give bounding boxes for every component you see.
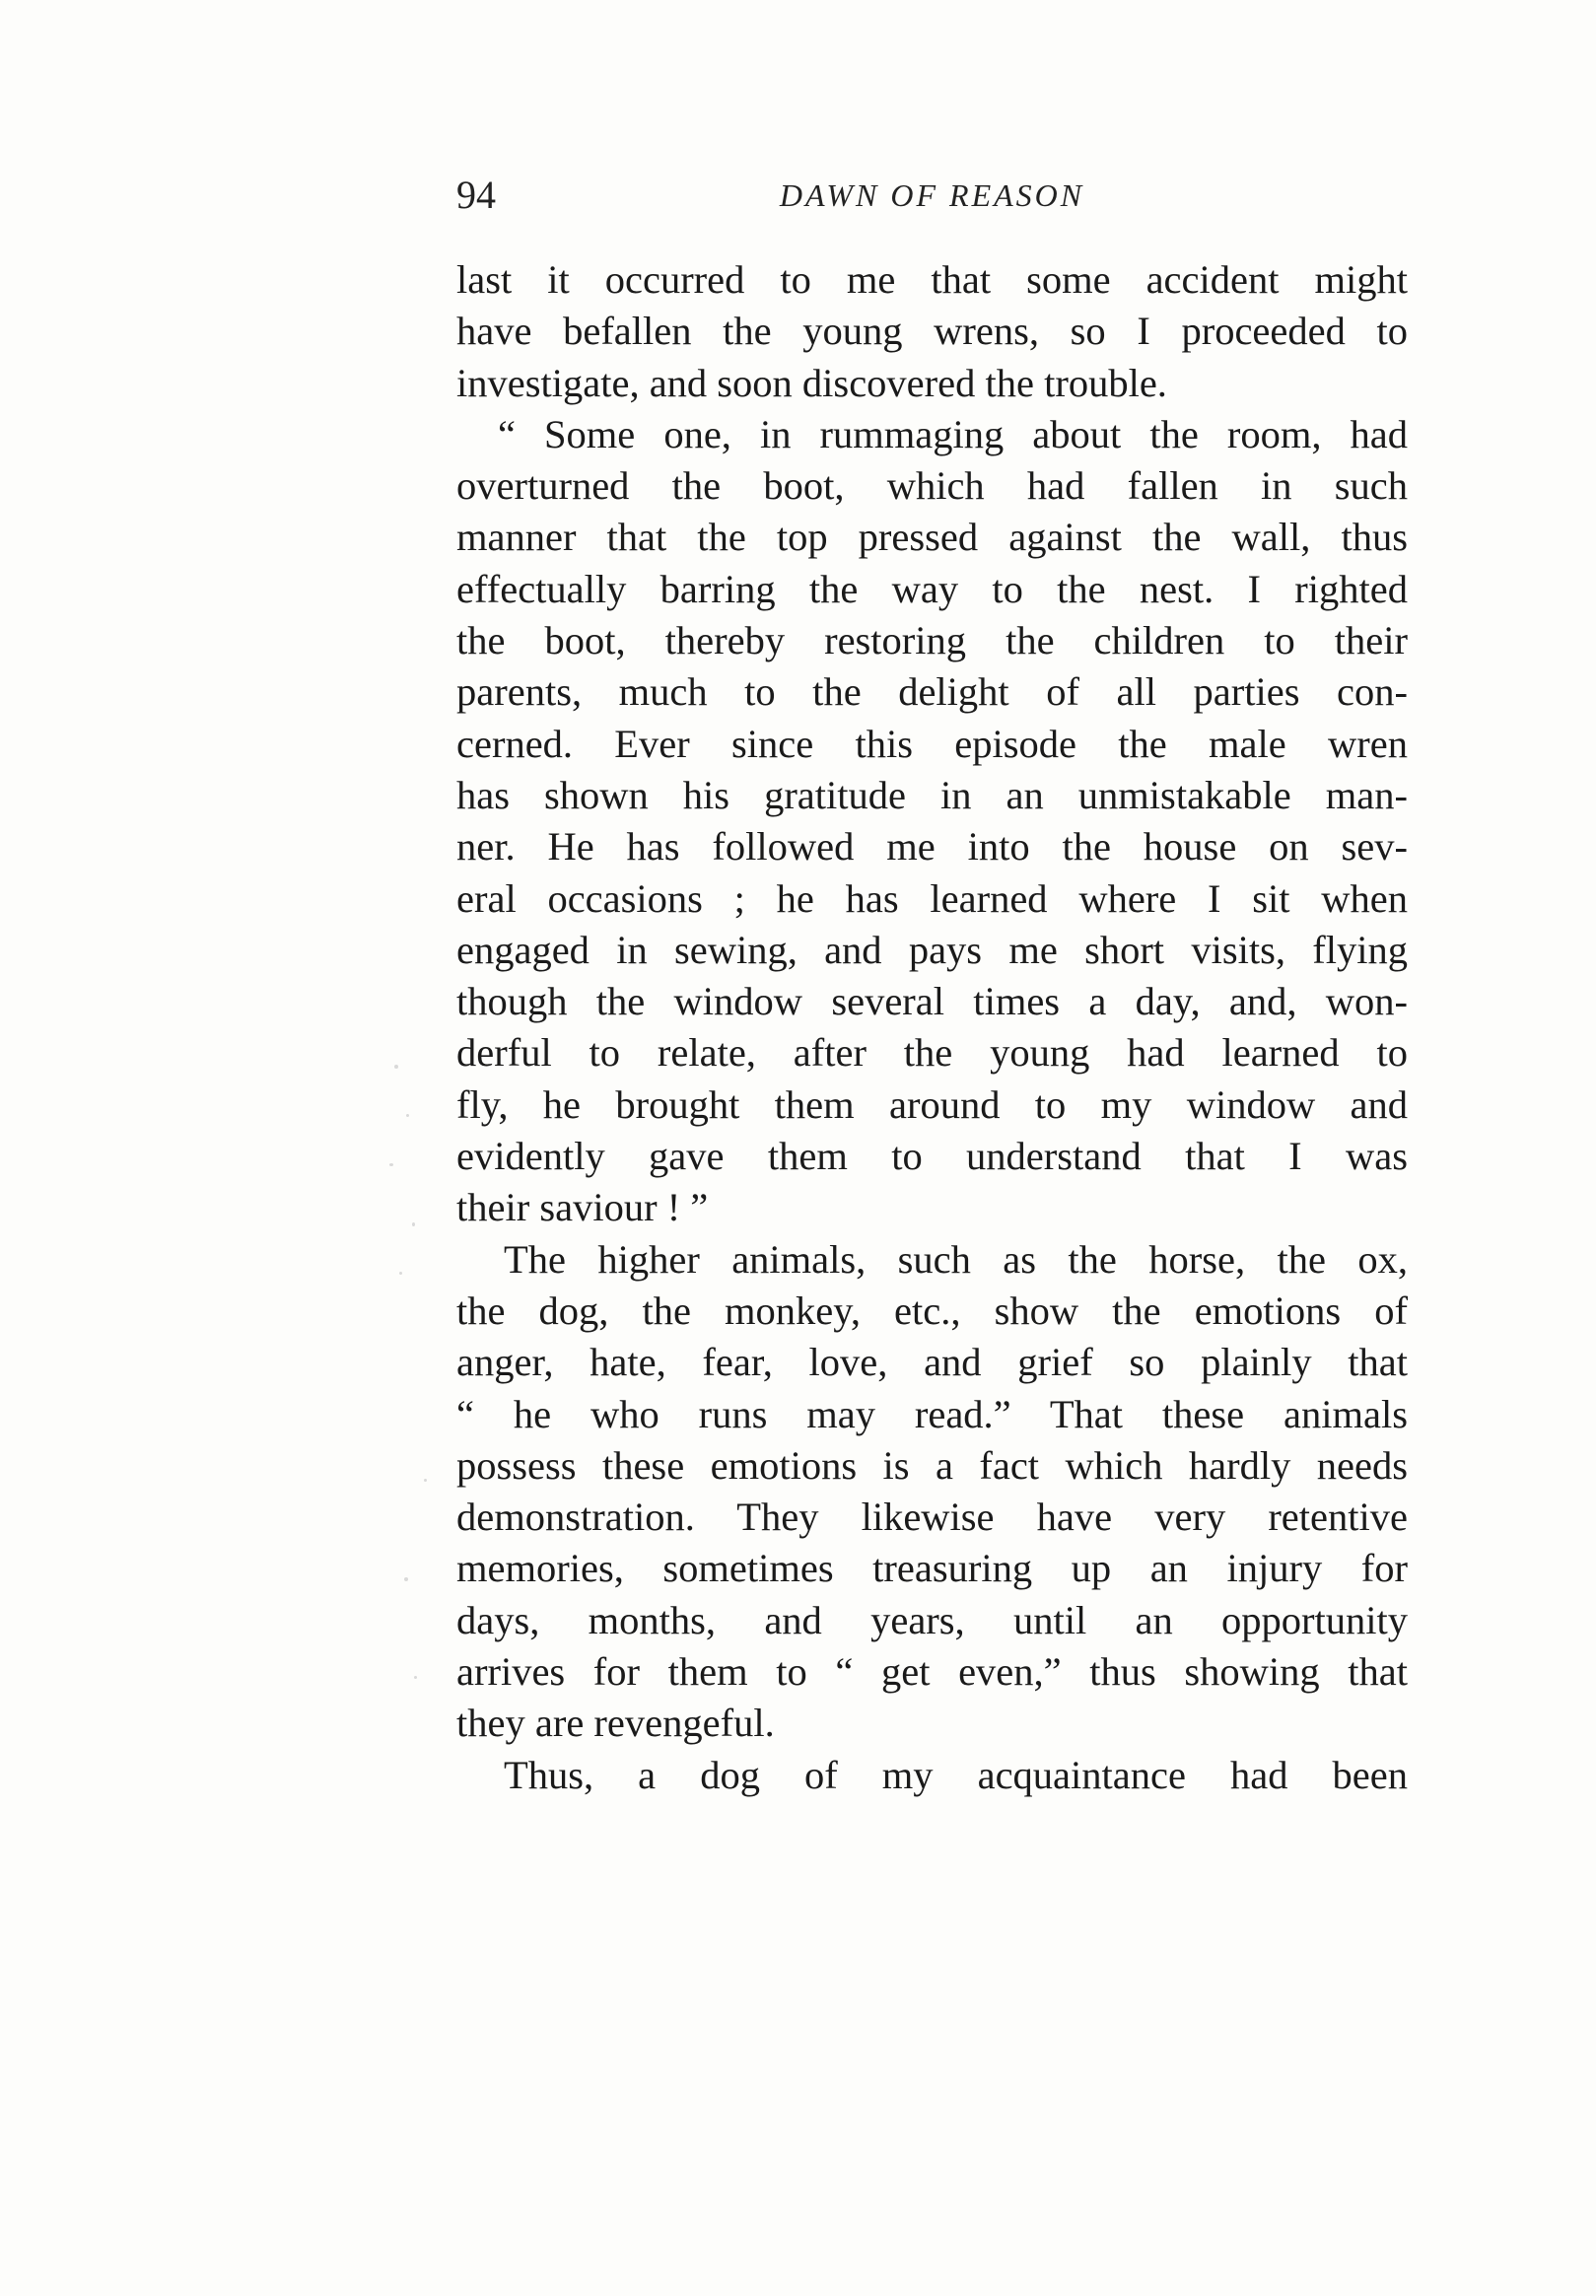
text-line: arrives for them to “ get even,” thus showing that — [456, 1649, 1408, 1695]
running-title: DAWN OF REASON — [779, 177, 1085, 213]
text-line: the boot, thereby restoring the children to their — [456, 618, 1408, 663]
text-line: though the window several times a day, and, won- — [456, 979, 1408, 1024]
text-line: investigate, and soon discovered the trouble. — [456, 360, 1167, 405]
page-number: 94 — [456, 173, 496, 217]
text-line: eral occasions ; he has learned where I sit when — [456, 875, 1408, 921]
print-speck — [406, 1114, 409, 1117]
print-speck — [412, 1222, 415, 1226]
text-line: memories, sometimes treasuring up an injury for — [456, 1546, 1408, 1591]
text-line: last it occurred to me that some accident might — [456, 257, 1408, 302]
text-line: The higher animals, such as the horse, the ox, — [504, 1236, 1408, 1282]
print-speck — [414, 1676, 417, 1679]
text-line: possess these emotions is a fact which hardly needs — [456, 1442, 1408, 1488]
text-line: ner. He has followed me into the house on sev- — [456, 824, 1408, 870]
text-line: the dog, the monkey, etc., show the emotions of — [456, 1287, 1408, 1333]
print-speck — [399, 1272, 402, 1275]
text-line: cerned. Ever since this episode the male wren — [456, 721, 1408, 766]
text-line: have befallen the young wrens, so I proceeded to — [456, 309, 1408, 354]
text-line: engaged in sewing, and pays me short visits, flying — [456, 927, 1408, 972]
text-line: has shown his gratitude in an unmistakable man- — [456, 772, 1408, 817]
text-line: “ Some one, in rummaging about the room, had — [498, 411, 1408, 456]
text-line: effectually barring the way to the nest. I righted — [456, 566, 1408, 611]
text-line: they are revengeful. — [456, 1701, 775, 1746]
text-line: days, months, and years, until an opportunity — [456, 1597, 1408, 1642]
body-text — [456, 254, 1408, 1801]
print-speck — [424, 1479, 427, 1482]
print-speck — [394, 1065, 398, 1069]
text-line: “ he who runs may read.” That these animals — [456, 1391, 1408, 1436]
print-speck — [389, 1163, 393, 1166]
print-speck — [404, 1577, 408, 1581]
text-line: fly, he brought them around to my window and — [456, 1081, 1408, 1127]
text-line: their saviour ! ” — [456, 1185, 709, 1230]
text-line: demonstration. They likewise have very retentive — [456, 1495, 1408, 1540]
text-line: Thus, a dog of my acquaintance had been — [504, 1752, 1408, 1797]
text-line: evidently gave them to understand that I was — [456, 1134, 1408, 1179]
page-header — [456, 166, 1408, 225]
text-line: manner that the top pressed against the wall, thus — [456, 515, 1408, 560]
text-line: anger, hate, fear, love, and grief so plainly that — [456, 1340, 1408, 1385]
text-line: overturned the boot, which had fallen in such — [456, 463, 1408, 509]
text-line: derful to relate, after the young had learned to — [456, 1030, 1408, 1076]
text-line: parents, much to the delight of all parties con- — [456, 669, 1408, 715]
